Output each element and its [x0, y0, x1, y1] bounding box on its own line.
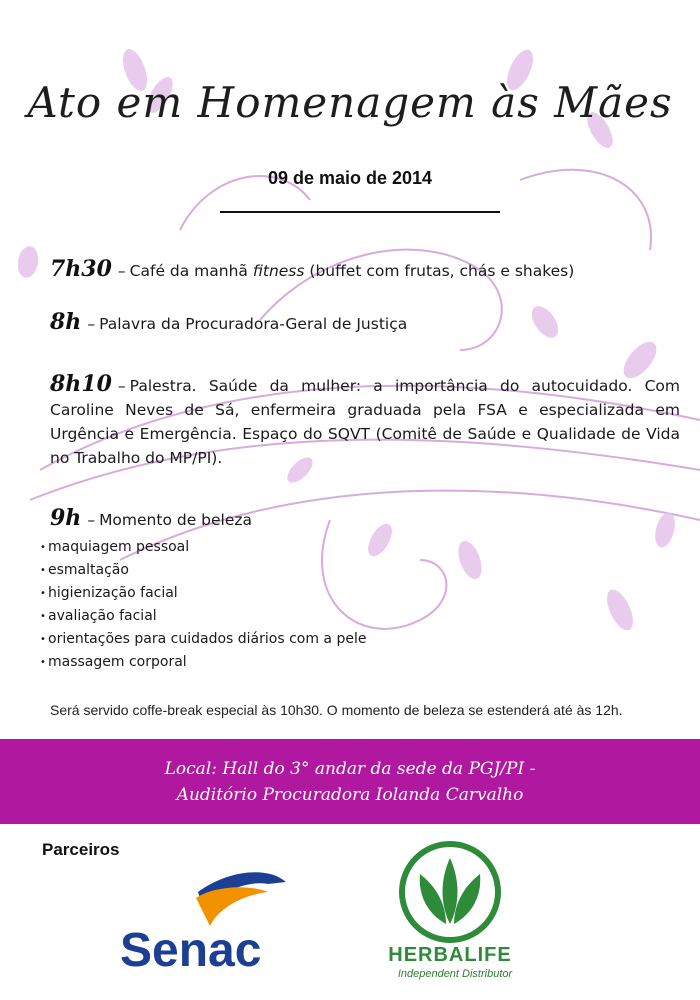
senac-swoosh-orange — [196, 887, 268, 926]
herbalife-leaf — [420, 874, 446, 924]
partners-heading: Parceiros — [42, 840, 120, 859]
schedule-dash: – — [87, 511, 96, 529]
list-item: • higienização facial — [40, 582, 366, 605]
leaf-shape — [15, 245, 40, 280]
schedule-time: 8h — [50, 309, 82, 335]
schedule-text: Palestra. Saúde da mulher: a importância do autocuidado. Com Caroline Neves de Sá, enfermeira graduada pela FSA e especializada em Urgência e Emergência. Espaço do SQVT (Comitê de Saúde e Qualidade de Vida no Trabalho do MP/PI). — [50, 377, 680, 467]
schedule-text-emphasis: fitness — [252, 262, 305, 280]
list-item: • esmaltação — [40, 559, 366, 582]
event-date: 09 de maio de 2014 — [267, 168, 433, 188]
schedule-item-1 — [50, 258, 680, 282]
beauty-list — [40, 536, 366, 674]
herbalife-subtitle: Independent Distributor — [397, 968, 513, 980]
herbalife-wordmark: HERBALIFE — [388, 944, 512, 966]
list-item: • avaliação facial — [40, 605, 366, 628]
schedule-text: Café da manhã — [129, 262, 253, 280]
herbalife-logo — [360, 840, 560, 980]
herbalife-emblem — [360, 840, 540, 944]
leaf-shape — [454, 538, 486, 582]
location-line-2: Auditório Procuradora Iolanda Carvalho — [176, 785, 524, 805]
senac-wordmark: Senac — [120, 924, 262, 972]
senac-logo — [118, 862, 308, 972]
location-line-1: Local: Hall do 3° andar da sede da PGJ/PI - — [164, 759, 536, 779]
herbalife-leaf — [454, 874, 480, 924]
schedule-time: 9h — [50, 505, 82, 531]
title-divider — [220, 211, 500, 213]
coffee-break-note: Será servido coffe-break especial às 10h30. O momento de beleza se estenderá até às 12h. — [50, 702, 623, 718]
schedule-dash: – — [117, 377, 126, 395]
list-item: • massagem corporal — [40, 651, 366, 674]
schedule-text: Palavra da Procuradora-Geral de Justiça — [99, 315, 408, 333]
schedule-time: 8h10 — [50, 371, 112, 397]
schedule-text: (buffet com frutas, chás e shakes) — [304, 262, 575, 280]
leaf-shape — [602, 586, 639, 634]
event-title: Ato em Homenagem às Mães — [27, 78, 673, 127]
location-band — [0, 739, 700, 824]
schedule-dash: – — [117, 262, 126, 280]
schedule-item-2 — [50, 311, 680, 335]
schedule-item-4 — [50, 507, 680, 531]
schedule-time: 7h30 — [50, 256, 112, 282]
list-item: • maquiagem pessoal — [40, 536, 366, 559]
schedule-text: Momento de beleza — [99, 511, 253, 529]
schedule-dash: – — [87, 315, 96, 333]
schedule-item-3 — [50, 372, 680, 470]
list-item: • orientações para cuidados diários com a pele — [40, 628, 366, 651]
